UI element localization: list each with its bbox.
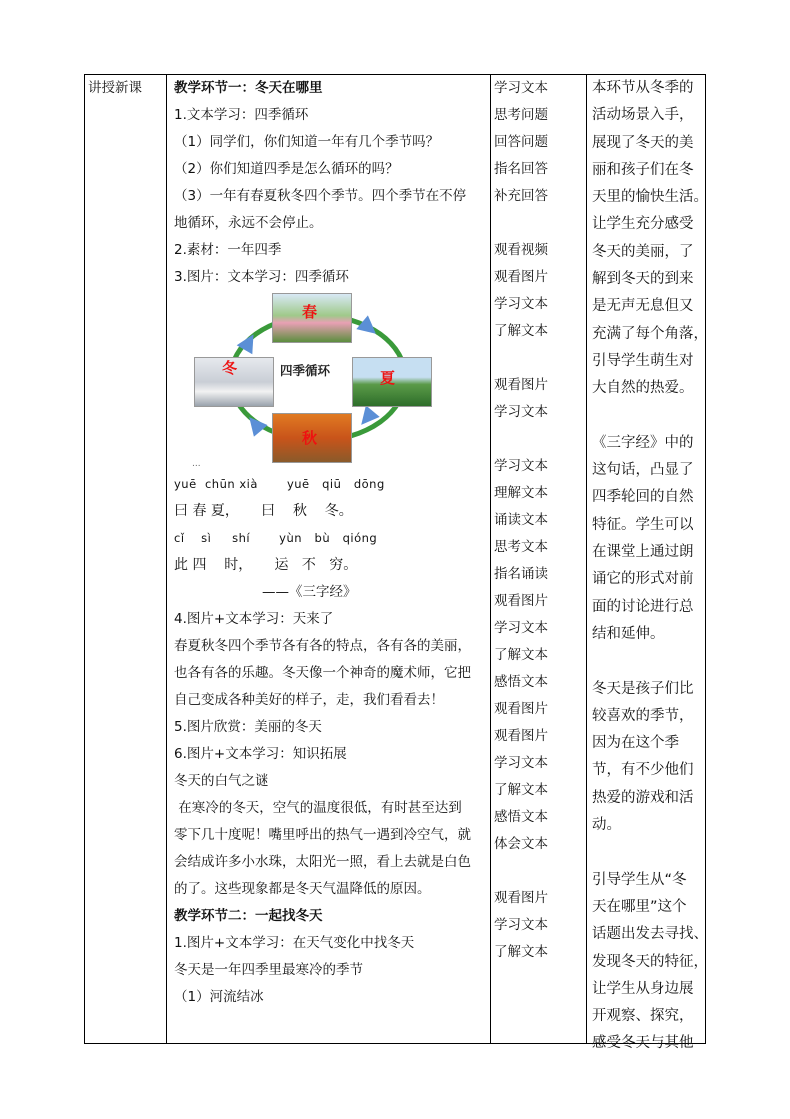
- intent-line: 是无声无息但又: [592, 298, 694, 315]
- intent-line: 活动场景入手，: [592, 107, 694, 124]
- intent-line: 天在哪里”这个: [592, 898, 687, 915]
- intent-line: 热爱的游戏和活: [592, 789, 694, 806]
- content-line: 的了。这些现象都是冬天气温降低的原因。: [174, 881, 431, 897]
- content-line: 1.图片+文本学习：在天气变化中找冬天: [174, 935, 415, 951]
- activity-item: 观看图片: [494, 269, 548, 285]
- intent-line: 在课堂上通过朗: [592, 544, 694, 561]
- intent-line: 结和延伸。: [592, 625, 665, 642]
- content-line: 冬天的白气之谜: [174, 773, 269, 789]
- stage-heading: 教学环节二：一起找冬天: [174, 908, 323, 924]
- content-line: （1）河流结冰: [174, 989, 264, 1005]
- intent-line: 节，有不少他们: [592, 762, 694, 779]
- activity-item: 了解文本: [494, 323, 548, 339]
- intent-line: 展现了冬天的美: [592, 134, 694, 151]
- activity-item: 思考问题: [494, 107, 548, 123]
- activity-item: 观看图片: [494, 890, 548, 906]
- poem-pinyin-1: yuē chūn xià yuē qiū dōng: [174, 477, 385, 491]
- intent-line: 因为在这个季: [592, 735, 679, 752]
- table-border-left: [84, 75, 85, 1043]
- activity-item: 观看图片: [494, 701, 548, 717]
- activity-item: 学习文本: [494, 620, 548, 636]
- content-line: 冬天是一年四季里最寒冷的季节: [174, 962, 363, 978]
- content-line: 4.图片+文本学习：天来了: [174, 611, 334, 627]
- content-line: （1）同学们，你们知道一年有几个季节吗？: [174, 134, 440, 150]
- content-line: 自己变成各种美好的样子，走，我们看看去！: [174, 692, 444, 708]
- teaching-content-column: [174, 75, 490, 1043]
- column-divider: [490, 75, 491, 1043]
- content-line: 3.图片：文本学习：四季循环: [174, 269, 349, 285]
- activity-item: 了解文本: [494, 647, 548, 663]
- section-column: [88, 75, 162, 1043]
- intent-line: 冬天的美丽，了: [592, 243, 694, 260]
- image-caption-marks: ...: [192, 459, 201, 469]
- content-line: 零下几十度呢！嘴里呼出的热气一遇到冷空气，就: [174, 827, 471, 843]
- poem-source: ——《三字经》: [262, 584, 357, 600]
- activity-item: 体会文本: [494, 836, 548, 852]
- activity-item: 感悟文本: [494, 809, 548, 825]
- autumn-label: 秋: [302, 429, 318, 447]
- intent-line: 让学生从身边展: [592, 980, 694, 997]
- content-line: 在寒冷的冬天，空气的温度很低，有时甚至达到: [174, 800, 462, 816]
- intent-line: 让学生充分感受: [592, 216, 694, 233]
- intent-line: 感受冬天与其他: [592, 1035, 694, 1052]
- activity-item: 指名回答: [494, 161, 548, 177]
- content-line: 春夏秋冬四个季节各有各的特点，各有各的美丽，: [174, 638, 471, 654]
- intent-line: 面的讨论进行总: [592, 598, 694, 615]
- summer-label: 夏: [380, 369, 396, 387]
- activity-item: 学习文本: [494, 755, 548, 771]
- activity-item: 观看视频: [494, 242, 548, 258]
- intent-line: 话题出发去寻找、: [592, 926, 708, 943]
- activity-item: 学习文本: [494, 404, 548, 420]
- cycle-center-label: 四季循环: [280, 363, 331, 378]
- activity-item: 了解文本: [494, 782, 548, 798]
- section-label: 讲授新课: [88, 80, 142, 96]
- activity-item: 了解文本: [494, 944, 548, 960]
- content-line: 1.文本学习：四季循环: [174, 107, 309, 123]
- poem-line-1: 曰 春 夏， 曰 秋 冬。: [174, 503, 353, 519]
- stage-heading: 教学环节一：冬天在哪里: [174, 80, 323, 96]
- activity-item: 观看图片: [494, 377, 548, 393]
- intent-line: 大自然的热爱。: [592, 380, 694, 397]
- activity-item: 补充回答: [494, 188, 548, 204]
- intent-line: 解到冬天的到来: [592, 271, 694, 288]
- activity-item: 感悟文本: [494, 674, 548, 690]
- activity-item: 观看图片: [494, 728, 548, 744]
- intent-line: 特征。学生可以: [592, 516, 694, 533]
- student-activity-column: [494, 75, 572, 1043]
- activity-item: 回答问题: [494, 134, 548, 150]
- intent-line: 诵它的形式对前: [592, 571, 694, 588]
- content-line: （2）你们知道四季是怎么循环的吗？: [174, 161, 399, 177]
- poem-line-2: 此 四 时， 运 不 穷。: [174, 557, 358, 573]
- activity-item: 学习文本: [494, 296, 548, 312]
- activity-item: 学习文本: [494, 917, 548, 933]
- content-line: 地循环，永远不会停止。: [174, 215, 323, 231]
- intent-line: 四季轮回的自然: [592, 489, 694, 506]
- content-line: 2.素材：一年四季: [174, 242, 282, 258]
- content-line: （3）一年有春夏秋冬四个季节。四个季节在不停: [174, 188, 467, 204]
- content-line: 也各有各的乐趣。冬天像一个神奇的魔术师，它把: [174, 665, 471, 681]
- activity-item: 指名诵读: [494, 566, 548, 582]
- column-divider: [166, 75, 167, 1043]
- intent-line: 这句话，凸显了: [592, 462, 694, 479]
- intent-line: 《三字经》中的: [592, 434, 694, 451]
- intent-line: 天里的愉快生活。: [592, 189, 708, 206]
- intent-line: 引导学生萌生对: [592, 352, 694, 369]
- activity-item: 学习文本: [494, 80, 548, 96]
- content-line: 5.图片欣赏：美丽的冬天: [174, 719, 322, 735]
- intent-line: 较喜欢的季节，: [592, 707, 694, 724]
- four-seasons-cycle-diagram: [188, 291, 438, 471]
- intent-line: 引导学生从“冬: [592, 871, 687, 888]
- intent-line: 动。: [592, 817, 621, 834]
- activity-item: 理解文本: [494, 485, 548, 501]
- content-line: 6.图片+文本学习：知识拓展: [174, 746, 347, 762]
- content-line: 会结成许多小水珠，太阳光一照，看上去就是白色: [174, 854, 471, 870]
- winter-label: 冬: [222, 359, 238, 377]
- design-intent-column: [592, 75, 708, 1052]
- intent-line: 冬天是孩子们比: [592, 680, 694, 697]
- intent-line: 丽和孩子们在冬: [592, 161, 694, 178]
- intent-line: 充满了每个角落，: [592, 325, 708, 342]
- activity-item: 思考文本: [494, 539, 548, 555]
- activity-item: 学习文本: [494, 458, 548, 474]
- intent-line: 发现冬天的特征，: [592, 953, 708, 970]
- intent-line: 开观察、探究，: [592, 1008, 694, 1025]
- poem-pinyin-2: cǐ sì shí yùn bù qióng: [174, 531, 378, 545]
- spring-label: 春: [302, 303, 318, 321]
- column-divider: [586, 75, 587, 1043]
- intent-line: 本环节从冬季的: [592, 80, 694, 96]
- lesson-plan-table: [84, 74, 708, 1052]
- activity-item: 观看图片: [494, 593, 548, 609]
- activity-item: 诵读文本: [494, 512, 548, 528]
